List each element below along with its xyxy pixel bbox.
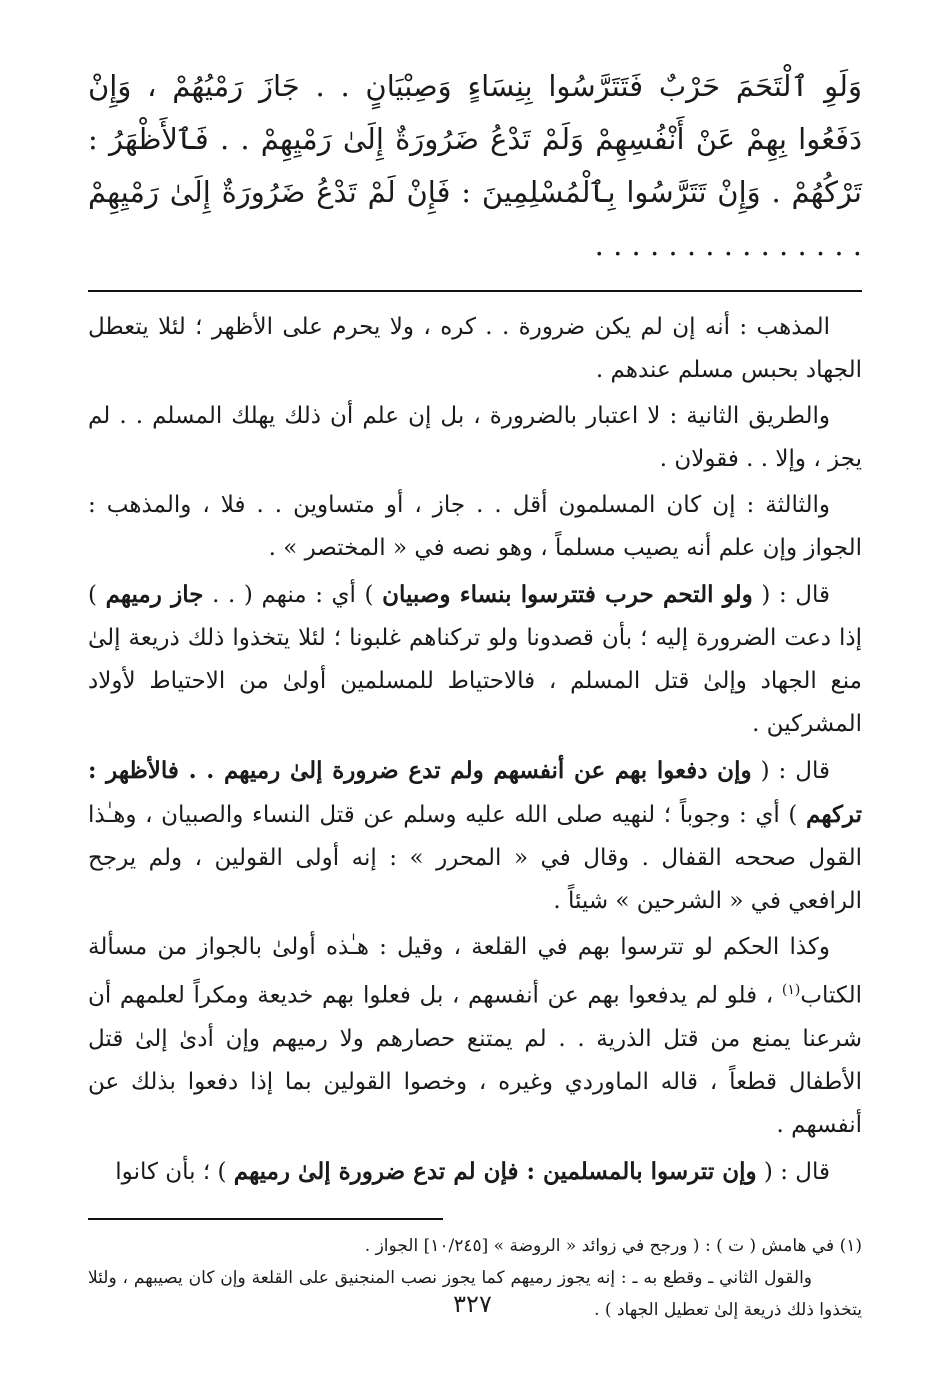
footnote-line-1: (١) في هامش ( ت ) : ( ورجح في زوائد « الروضة » [١٠/٢٤٥] الجواز .: [364, 1235, 862, 1256]
quote-open: قال : (: [751, 758, 831, 784]
commentary-text: ، فلو لم يدفعوا بهم عن أنفسهم ، بل فعلوا بهم خديعة ومكراً لعلمهم أن شرعنا يمنع من قتل الذرية . . لم يمتنع حصارهم ولا رميهم وإن أدىٰ إلىٰ قتل الأطفال قطعاً ، قاله الماوردي وغيره ، وخصوا القولين بما إذا دفعوا بذلك عن أنفسهم .: [88, 982, 862, 1138]
matn-quote: ولو التحم حرب فتترسوا بنساء وصبيان: [382, 581, 753, 608]
commentary-paragraph-5: [88, 749, 862, 923]
commentary-paragraph-4: [88, 573, 862, 746]
matn-separator: [88, 290, 862, 292]
footnote-separator: [88, 1218, 443, 1220]
matn-text-block: [88, 60, 862, 272]
commentary-text: وكذا الحكم لو تترسوا بهم في القلعة ، وقيل : هـٰذه أولىٰ بالجواز من مسألة الكتاب: [88, 934, 863, 1009]
matn-quote: جاز رميهم: [105, 581, 204, 608]
matn-quote: وإن دفعوا بهم عن أنفسهم ولم تدع ضرورة إلىٰ رميهم . . فالأظهر : تركهم: [88, 757, 862, 828]
matn-quote: وإن تترسوا بالمسلمين : فإن لم تدع ضرورة إلىٰ رميهم: [233, 1157, 757, 1185]
quote-open: قال : (: [756, 1158, 830, 1185]
commentary-paragraph-3: والثالثة : إن كان المسلمون أقل . . جاز ، أو متساوين . . فلا ، والمذهب : الجواز وإن علم أنه يصيب مسلماً ، وهو نصه في « المختصر » .: [88, 492, 862, 561]
commentary-paragraph-2: والطريق الثانية : لا اعتبار بالضرورة ، بل إن علم أن ذلك يهلك المسلم . . لم يجز ، وإلا . . فقولان .: [88, 403, 862, 472]
footnote-line-2: والقول الثاني ـ وقطع به ـ : إنه يجوز رميهم كما يجوز نصب المنجنيق على القلعة وإن كان يصيبهم ، ولئلا يتخذوا ذلك ذريعة إلىٰ تعطيل الجهاد ) .: [88, 1267, 862, 1320]
commentary-text: ) ؛ بأن كانوا: [115, 1158, 234, 1185]
commentary-paragraph-7: [88, 1150, 862, 1194]
commentary-text: ) أي : وجوباً ؛ لنهيه صلى الله عليه وسلم عن قتل النساء والصبيان ، وهـٰذا القول صححه القفال . وقال في « المحرر » : إنه أولى القولين ، ولم يرجح الرافعي في « الشرحين » شيئاً .: [88, 802, 862, 914]
matn-text: وَلَوِ ٱلْتَحَمَ حَرْبٌ فَتَتَرَّسُوا بِنِسَاءٍ وَصِبْيَانٍ . . جَازَ رَمْيُهُمْ ، وَإِنْ دَفَعُوا بِهِمْ عَنْ أَنْفُسِهِمْ وَلَمْ تَدْعُ ضَرُورَةٌ إِلَىٰ رَمْيِهِمْ . . فَٱلأَظْهَرُ : تَرْكُهُمْ . وَإِنْ تَتَرَّسُوا بِٱلْمُسْلِمِينَ : فَإِنْ لَمْ تَدْعُ ضَرُورَةٌ إِلَىٰ رَمْيِهِمْ . . . . . . . . . . . . . . .: [88, 69, 862, 262]
footnote-ref[interactable]: (١): [781, 982, 801, 998]
commentary-paragraph-6: [88, 926, 862, 1147]
commentary-paragraph-1: المذهب : أنه إن لم يكن ضرورة . . كره ، ولا يحرم على الأظهر ؛ لئلا يتعطل الجهاد بحبس مسلم عندهم .: [88, 314, 862, 383]
commentary-text: ) إذا دعت الضرورة إليه ؛ بأن قصدونا ولو تركناهم غلبونا ؛ لئلا يتخذوا ذلك ذريعة إلىٰ منع الجهاد وإلىٰ قتل المسلم ، فالاحتياط للمسلمين أولىٰ من الاحتياط لأولاد المشركين .: [88, 582, 862, 737]
page-number: ٣٢٧: [453, 1290, 492, 1318]
quote-open: قال : (: [752, 582, 831, 608]
page-body: [88, 60, 862, 1326]
commentary-block: [88, 306, 862, 1194]
quote-mid: ) أي : منهم ( . .: [203, 582, 383, 608]
